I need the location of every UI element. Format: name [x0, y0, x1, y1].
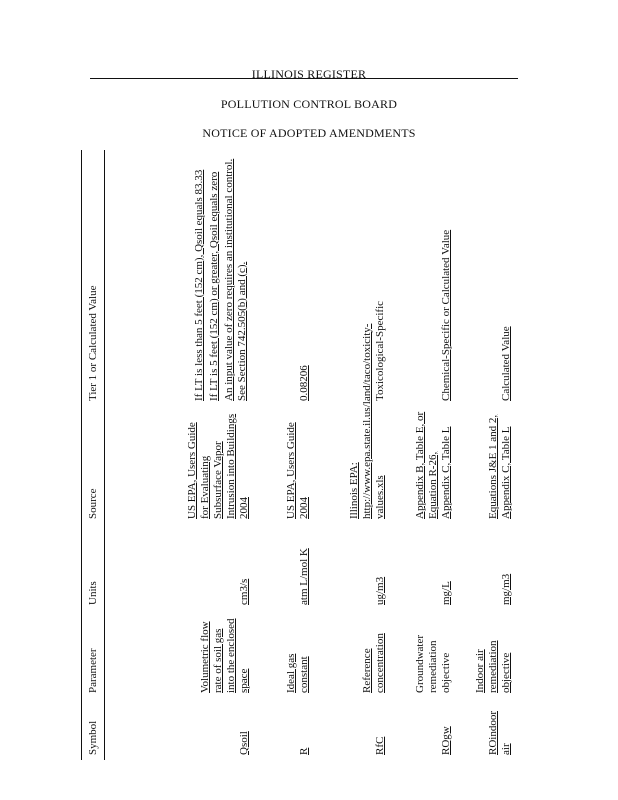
table-row [455, 150, 515, 760]
table-row [105, 150, 253, 760]
rotated-table-page [81, 150, 513, 760]
col-symbol: Symbol [82, 698, 105, 760]
col-tier: Tier 1 or Calculated Value [82, 150, 105, 406]
tier-text: If LT is less than 5 feet (152 cm), Qsoil equals 83.33 [192, 169, 205, 401]
notice-title: NOTICE OF ADOPTED AMENDMENTS [202, 126, 416, 140]
tier-cell [105, 150, 253, 406]
units-cell: mg/L [439, 581, 452, 605]
table-row [313, 150, 389, 760]
parameter-cell: Ideal gas constant [284, 653, 310, 693]
col-parameter: Parameter [82, 610, 105, 698]
table-row [253, 150, 313, 760]
symbol-cell: ROgw [439, 726, 452, 755]
parameter-cell: Reference concentration [360, 633, 386, 693]
source-cell: Illinois EPA: http://www.epa.state.il.us/land/taco/toxicity-values.xls [347, 323, 386, 519]
col-source: Source [82, 406, 105, 524]
parameter-cell: Volumetric flow rate of soil gas into the enclosed space [198, 618, 250, 693]
tier-cell: 0.08206 [297, 365, 310, 401]
parameter-table [81, 150, 515, 760]
symbol-cell: R [297, 747, 310, 755]
source-cell: US EPA, Users Guide for Evaluating Subsurface Vapor Intrusion into Buildings 2004 [185, 413, 250, 519]
tier-cell: Calculated Value [499, 326, 512, 401]
symbol-cell: Qsoil [237, 731, 250, 755]
col-units: Units [82, 524, 105, 610]
tier-cell: Chemical-Specific or Calculated Value [439, 229, 452, 401]
table-row [389, 150, 455, 760]
units-cell: cm3/s [237, 578, 250, 605]
register-title: ILLINOIS REGISTER [251, 67, 367, 81]
units-cell: mg/m3 [499, 573, 512, 605]
tier-cell: Toxicological-Specific [373, 300, 386, 401]
parameter-cell: Indoor air remediation objective [473, 640, 512, 693]
units-cell: ug/m3 [373, 576, 386, 605]
tier-text: If LT is 5 feet (152 cm) or greater, Qsoil equals zero [207, 171, 220, 401]
header-rule [90, 78, 518, 79]
table-header-row [82, 150, 105, 760]
parameter-cell: Groundwater remediation objective [413, 634, 452, 693]
tier-text: An input value of zero requires an institutional control. See Section 742.505(b) and (c). [222, 158, 248, 401]
source-cell: Appendix B, Table E, or Equation R-26, Appendix C, Table L [413, 411, 452, 519]
units-cell: atm L/mol K [297, 548, 310, 605]
board-title: POLLUTION CONTROL BOARD [220, 97, 398, 111]
source-cell: Equations J&E 1 and 2, Appendix C, Table L [486, 414, 512, 519]
symbol-cell: ROindoor air [486, 711, 512, 755]
source-cell: US EPA, Users Guide 2004 [284, 422, 310, 519]
symbol-cell: RfC [373, 736, 386, 755]
